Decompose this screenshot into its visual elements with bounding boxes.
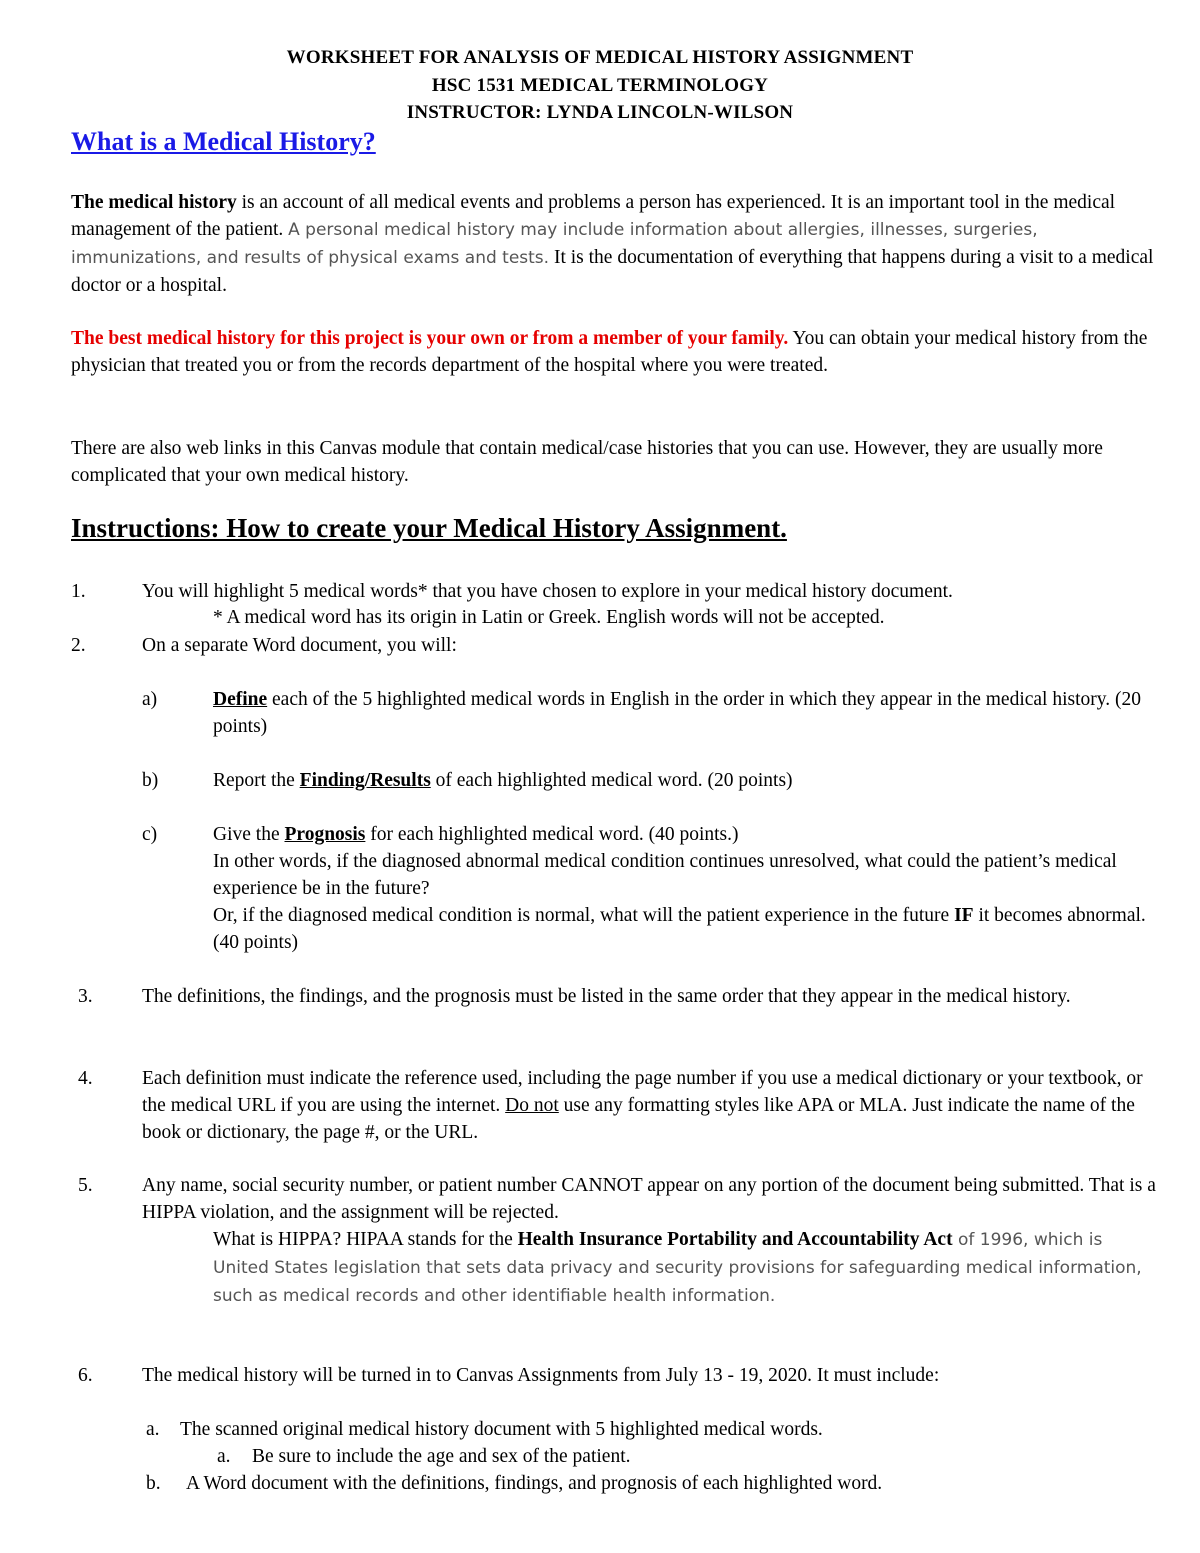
p1-text-a: is an account of all medical events and problems a person has experienced. It is an important tool in the medical management of the patient. [71,192,1116,240]
sub-item-label: b) [142,770,159,791]
p2-text: You can obtain your medical history from the physician that treated you or from the records department of the hospital where you were treated. [71,328,1148,376]
item-number: 1. [71,581,86,602]
prognosis-explanation: In other words, if the diagnosed abnormal medical condition continues unresolved, what could the patient’s medical experience be in the future? [213,851,1117,899]
item-text [142,1065,1162,1146]
item-number: 2. [71,635,86,656]
header-title: WORKSHEET FOR ANALYSIS OF MEDICAL HISTORY ASSIGNMENT [286,47,914,68]
item-number: 4. [78,1068,93,1089]
scanned-document-requirement: The scanned original medical history document with 5 highlighted medical words. [180,1419,823,1440]
medical-word-note: * A medical word has its origin in Latin or Greek. English words will not be accepted. [213,607,885,628]
hipaa-text-a: What is HIPPA? HIPAA stands for the [213,1229,518,1250]
prognosis-text: for each highlighted medical word. (40 points.) [365,824,739,845]
prognosis-keyword: Prognosis [284,824,366,845]
prognosis-alt-a: Or, if the diagnosed medical condition is normal, what will the patient experience in the future [213,905,955,926]
sub-item-label: c) [142,824,158,845]
do-not-emphasis: Do not [505,1095,559,1116]
hipaa-text-b: of 1996, which is United States legislation that sets data privacy and security provisions for safeguarding medical information, such as medical records and other identifiable health information. [213,1230,1142,1306]
age-sex-requirement: Be sure to include the age and sex of the patient. [252,1446,631,1467]
item-text: Any name, social security number, or patient number CANNOT appear on any portion of the document being submitted. That is a HIPPA violation, and the assignment will be rejected. [142,1175,1156,1223]
header-course: HSC 1531 MEDICAL TERMINOLOGY [431,75,769,96]
instructions-heading: Instructions: How to create your Medical History Assignment. [71,513,787,543]
hipaa-explanation [213,1226,1163,1310]
item-text: You will highlight 5 medical words* that you have chosen to explore in your medical history document. [142,581,953,602]
p1-text-b: It is the documentation of everything that happens during a visit to a medical doctor or a hospital. [71,247,1154,296]
item-text: The definitions, the findings, and the prognosis must be listed in the same order that they appear in the medical history. [142,986,1071,1007]
item-number: 6. [78,1365,93,1386]
item-number: 5. [78,1175,93,1196]
word-document-requirement: A Word document with the definitions, findings, and prognosis of each highlighted word. [186,1473,883,1494]
sub-item-label: a. [146,1419,160,1440]
item4-text-a: Each definition must indicate the reference used, including the page number if you use a medical dictionary or your textbook, or the medical URL if you are using the internet. [142,1068,1143,1116]
intro-paragraph-1 [71,189,1161,299]
define-keyword: Define [213,689,268,710]
prognosis-pre: Give the [213,824,285,845]
findings-text: of each highlighted medical word. (20 points) [430,770,793,791]
p1-text-gray: A personal medical history may include information about allergies, illnesses, surgeries, immunizations, and results of physical exams and tests. [71,220,1038,268]
item-number: 3. [78,986,93,1007]
sub-item-label: a. [217,1446,231,1467]
prognosis-alt-c: it becomes abnormal. (40 points) [213,905,1146,953]
define-text: each of the 5 highlighted medical words in English in the order in which they appear in the medical history. (20 points) [213,689,1141,737]
intro-paragraph-2 [71,325,1161,379]
hipaa-act-name: Health Insurance Portability and Accountability Act [517,1229,953,1250]
findings-pre: Report the [213,770,300,791]
sub-item-findings [213,767,1163,794]
sub-item-label: a) [142,689,158,710]
medical-history-term: The medical history [71,192,237,213]
prognosis-alternative [213,902,1163,956]
what-is-medical-history-link[interactable]: What is a Medical History? [71,127,376,156]
sub-item-label: b. [146,1473,161,1494]
item4-text-b: use any formatting styles like APA or MLA. Just indicate the name of the book or dictionary, the page #, or the URL. [142,1095,1135,1143]
item-text: On a separate Word document, you will: [142,635,457,656]
prognosis-alt-if: IF [954,905,974,926]
intro-paragraph-3: There are also web links in this Canvas module that contain medical/case histories that you can use. However, they are usually more complicated that your own medical history. [71,438,1103,486]
findings-keyword: Finding/Results [299,770,431,791]
item-text: The medical history will be turned in to Canvas Assignments from July 13 - 19, 2020. It must include: [142,1365,940,1386]
sub-item-define [213,686,1163,740]
best-history-note: The best medical history for this project is your own or from a member of your family. [71,328,789,349]
sub-item-prognosis [213,821,1163,956]
header-instructor: INSTRUCTOR: LYNDA LINCOLN-WILSON [406,102,794,123]
